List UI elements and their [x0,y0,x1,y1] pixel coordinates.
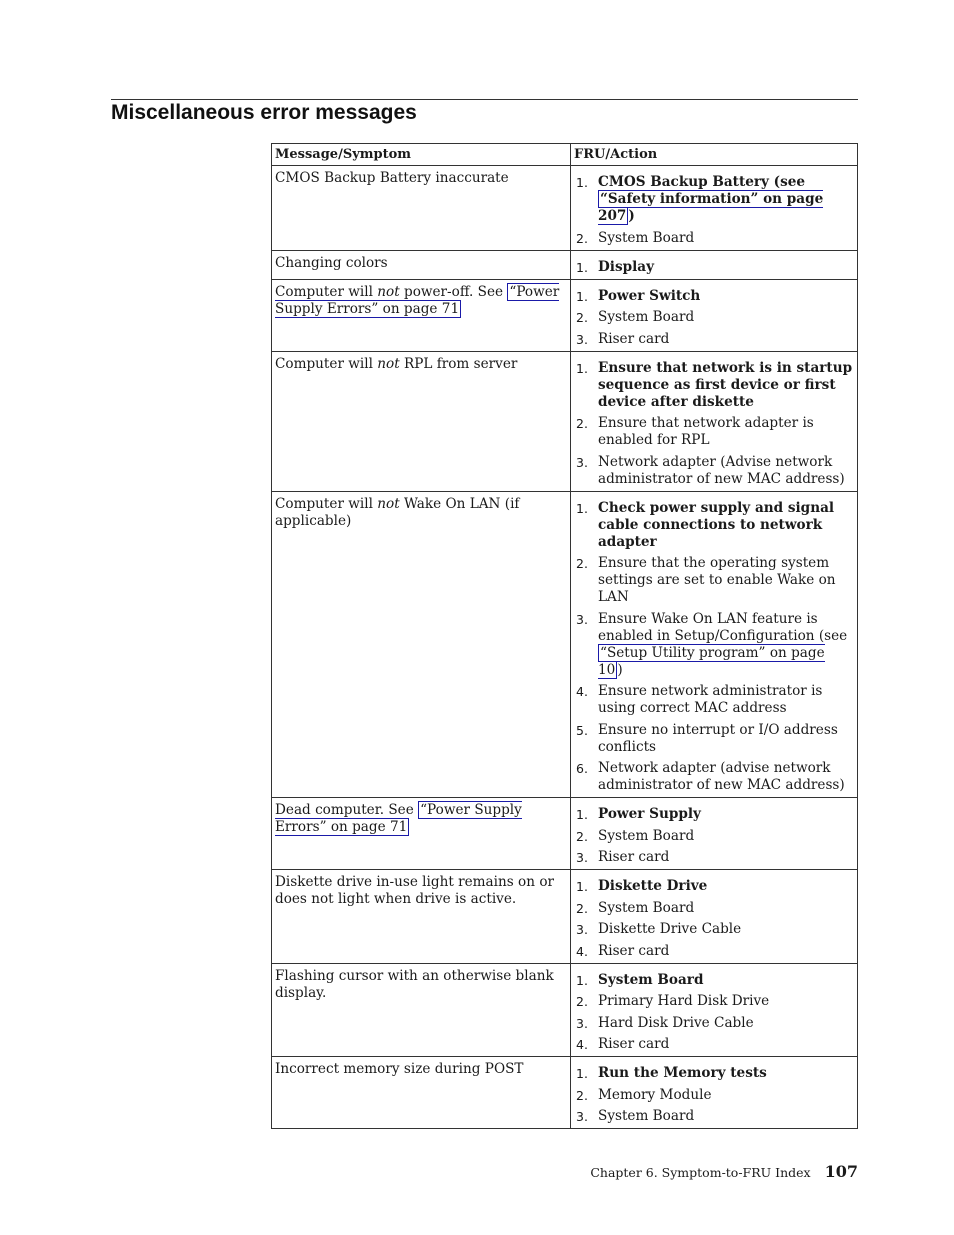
text-segment: power-off. See [399,283,508,300]
action-item [575,259,853,276]
fru-action-cell [571,870,858,964]
fru-action-cell [571,491,858,798]
text-segment: Riser card [598,1036,670,1052]
text-segment: Ensure no interrupt or I/O address conflicts [598,721,838,755]
action-list [575,288,853,348]
table-row [272,870,858,964]
action-item [575,454,853,488]
action-item [575,1108,853,1125]
error-message-table [271,143,858,1129]
action-item [575,1065,853,1082]
table-row [272,166,858,251]
action-number: 1. [576,500,588,516]
text-segment: Computer will [275,283,378,300]
action-item [575,849,853,866]
text-segment: Riser card [598,849,670,865]
table-row [272,491,858,798]
action-number: 2. [576,230,588,246]
text-segment: System Board [598,229,695,246]
action-number: 1. [576,1066,588,1081]
text-segment: Riser card [598,330,670,347]
symptom-cell [272,798,571,870]
action-item [575,230,853,247]
text-segment: Display [598,258,654,275]
text-segment: Diskette drive in-use light remains on or does not light when drive is active. [275,874,554,907]
action-number: 1. [576,360,588,376]
fru-action-cell [571,1057,858,1129]
text-segment: Ensure that the operating system settings are set to enable Wake on LAN [598,555,836,605]
table-row [272,798,858,870]
action-number: 2. [576,416,588,431]
action-text [598,454,853,488]
action-list [575,878,853,960]
symptom-cell [272,279,571,351]
action-text [598,921,853,938]
text-segment: Network adapter (advise network administrator of new MAC address) [598,760,845,793]
action-number: 1. [576,879,588,894]
cross-reference-link[interactable]: “Safety information” on page 207 [598,191,824,224]
action-text [598,900,853,917]
text-segment: System Board [598,1108,695,1124]
symptom-cell [272,1057,571,1129]
action-number: 3. [576,922,588,937]
column-header-symptom: Message/Symptom [272,144,571,166]
text-segment: Run the Memory tests [598,1065,767,1081]
action-text [598,806,853,823]
action-number: 3. [576,1109,588,1124]
action-item [575,943,853,960]
footer-chapter: Chapter 6. Symptom-to-FRU Index [590,1165,811,1180]
text-segment: Computer will [275,495,378,512]
text-segment: not [377,355,400,372]
text-segment: ) [617,661,623,678]
action-number: 4. [576,684,588,699]
action-text [598,1087,853,1104]
text-segment: ) [628,208,635,224]
text-segment: RPL from server [399,355,518,372]
section-title: Miscellaneous error messages [111,101,417,124]
action-number: 3. [576,1015,588,1031]
text-segment: CMOS Backup Battery (see [598,174,806,190]
action-item [575,683,853,717]
table-body [272,166,858,1129]
action-text [598,360,853,411]
action-number: 5. [576,722,588,738]
cross-reference-link[interactable]: “Power Supply Errors” on page 71 [275,802,522,835]
action-text [598,1065,853,1082]
text-segment: Ensure network administrator is using correct MAC address [598,683,823,716]
fru-action-cell [571,279,858,351]
action-list [575,259,853,276]
text-segment: Primary Hard Disk Drive [598,993,770,1009]
text-segment: Computer will [275,355,378,372]
text-segment: not [377,495,400,512]
text-segment: Check power supply and signal cable connections to network adapter [598,499,835,550]
action-number: 2. [576,556,588,571]
table-row [272,250,858,279]
fru-action-cell [571,351,858,491]
text-segment: System Board [598,309,695,325]
action-item [575,921,853,938]
action-list [575,1065,853,1125]
text-segment: Incorrect memory size during POST [275,1061,524,1077]
action-item [575,806,853,823]
action-number: 3. [576,454,588,470]
action-number: 1. [576,288,588,304]
section-rule [111,99,858,100]
action-list [575,972,853,1054]
action-number: 1. [576,259,588,275]
action-item [575,360,853,411]
text-segment: Diskette Drive Cable [598,921,742,937]
action-number: 3. [576,611,588,627]
action-item [575,878,853,895]
action-text [598,1036,853,1053]
action-text [598,174,853,225]
text-segment: Wake On LAN (if applicable) [275,495,520,529]
action-number: 1. [576,807,588,822]
action-text [598,683,853,717]
action-text [598,1015,853,1032]
action-item [575,900,853,917]
text-segment: Changing colors [275,254,388,271]
action-text [598,555,853,606]
action-item [575,993,853,1010]
action-item [575,331,853,348]
action-number: 2. [576,1087,588,1103]
text-segment: Network adapter (Advise network administrator of new MAC address) [598,453,845,487]
text-segment: Ensure that network adapter is enabled for RPL [598,415,814,448]
action-number: 2. [576,994,588,1009]
action-item [575,174,853,225]
action-item [575,500,853,551]
action-item [575,611,853,679]
action-item [575,309,853,326]
action-text [598,943,853,960]
action-item [575,760,853,794]
text-segment: System Board [598,899,695,916]
symptom-cell [272,250,571,279]
action-list [575,806,853,866]
symptom-cell [272,963,571,1057]
table-row [272,1057,858,1129]
action-text [598,500,853,551]
table-row [272,963,858,1057]
action-list [575,360,853,488]
fru-action-cell [571,963,858,1057]
text-segment: Hard Disk Drive Cable [598,1014,754,1031]
text-segment: Ensure that network is in startup sequence as first device or first device after diskette [598,359,853,410]
action-text [598,288,853,305]
fru-action-cell [571,798,858,870]
action-text [598,230,853,247]
action-list [575,500,853,795]
symptom-cell [272,491,571,798]
text-segment: System Board [598,827,695,844]
action-item [575,1036,853,1053]
action-number: 2. [576,310,588,325]
action-text [598,331,853,348]
cross-reference-link[interactable]: “Power Supply Errors” on page 71 [275,283,560,317]
action-text [598,972,853,989]
text-segment: Memory Module [598,1086,712,1103]
action-number: 6. [576,761,588,776]
action-item [575,1087,853,1104]
action-text [598,415,853,449]
action-text [598,993,853,1010]
action-item [575,1015,853,1032]
action-number: 4. [576,943,588,959]
text-segment: System Board [598,971,704,988]
action-item [575,288,853,305]
table-header-row [272,144,858,166]
action-item [575,722,853,756]
symptom-cell [272,351,571,491]
column-header-fru-action: FRU/Action [571,144,858,166]
text-segment: Power Switch [598,287,701,304]
action-text [598,878,853,895]
action-number: 2. [576,828,588,844]
cross-reference-link[interactable]: “Setup Utility program” on page 10 [598,644,825,678]
text-segment: Riser card [598,942,670,959]
action-text [598,760,853,794]
action-number: 1. [576,972,588,988]
action-text [598,611,853,679]
action-text [598,828,853,845]
text-segment: CMOS Backup Battery inaccurate [275,170,509,186]
action-number: 1. [576,175,588,190]
action-text [598,259,853,276]
action-item [575,828,853,845]
action-text [598,722,853,756]
text-segment: not [377,283,400,300]
text-segment: Diskette Drive [598,878,708,894]
fru-action-cell [571,250,858,279]
action-number: 4. [576,1037,588,1052]
text-segment: Flashing cursor with an otherwise blank display. [275,967,554,1001]
table-row [272,351,858,491]
action-text [598,309,853,326]
fru-action-cell [571,166,858,251]
action-item [575,972,853,989]
action-text [598,1108,853,1125]
text-segment: Dead computer. See [275,802,419,818]
text-segment: Power Supply [598,806,701,822]
symptom-cell [272,166,571,251]
symptom-cell [272,870,571,964]
table-row [272,279,858,351]
action-list [575,174,853,247]
action-number: 3. [576,331,588,347]
page-number: 107 [824,1162,858,1181]
page-footer [590,1162,858,1181]
action-text [598,849,853,866]
action-number: 3. [576,850,588,865]
action-item [575,555,853,606]
text-segment: Ensure Wake On LAN feature is enabled in Setup/Configuration (see [598,610,848,644]
action-number: 2. [576,900,588,916]
action-item [575,415,853,449]
